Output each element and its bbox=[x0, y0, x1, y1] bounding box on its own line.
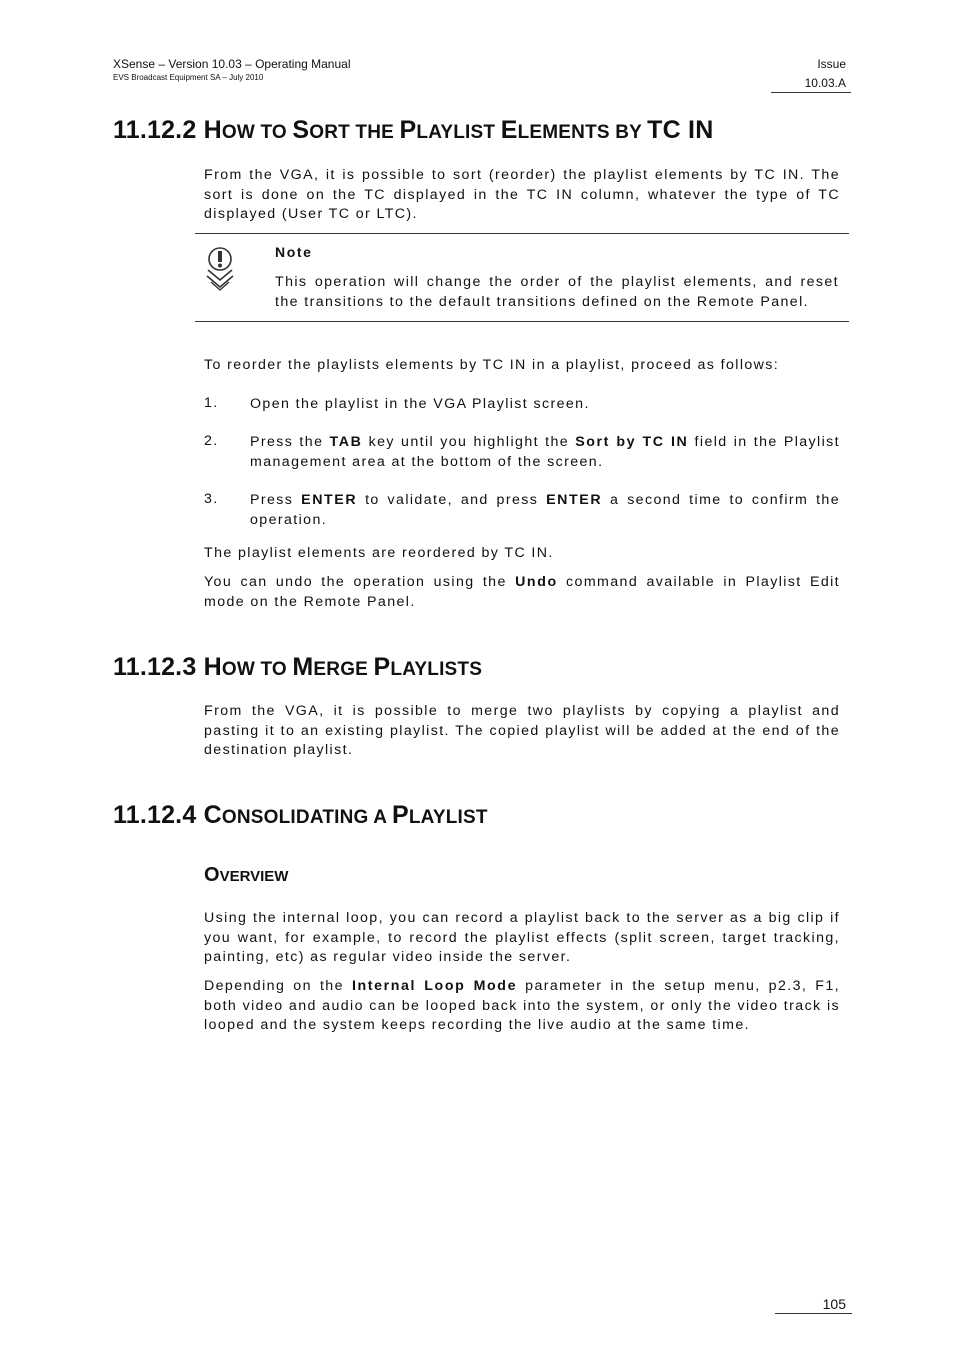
overview-paragraph-1: Using the internal loop, you can record a playlist back to the server as a big clip if you want, for example, to record the playlist effects (split screen, target tracking, painting, etc) as regular video inside the server. bbox=[204, 910, 840, 966]
sort-lead: To reorder the playlists elements by TC IN in a playlist, proceed as follows: bbox=[204, 357, 780, 373]
note-body: This operation will change the order of the playlist elements, and reset the transitions to the default transitions defined on the Remote Panel. bbox=[275, 274, 839, 310]
step-1-number: 1. bbox=[204, 395, 219, 411]
note-bottom-rule bbox=[195, 321, 849, 322]
footer-rule bbox=[775, 1313, 852, 1314]
company-date: EVS Broadcast Equipment SA – July 2010 bbox=[113, 73, 264, 82]
note-title: Note bbox=[275, 244, 313, 260]
subheading-overview: OVERVIEW bbox=[204, 864, 289, 886]
issue-label: Issue bbox=[817, 57, 846, 71]
note-top-rule bbox=[195, 233, 849, 234]
overview-paragraph-2: Depending on the Internal Loop Mode parameter in the setup menu, p2.3, F1, both video and audio can be looped back into the system, or only the video track is looped and the system keeps recording the live audio at the same time. bbox=[204, 978, 841, 1034]
manual-title: XSense – Version 10.03 – Operating Manual bbox=[113, 57, 351, 71]
sort-result: The playlist elements are reordered by TC IN. bbox=[204, 545, 554, 561]
note-icon bbox=[203, 246, 237, 292]
merge-body: From the VGA, it is possible to merge two playlists by copying a playlist and pasting it to an existing playlist. The copied playlist will be added at the end of the destination playlist. bbox=[204, 703, 840, 759]
step-3-number: 3. bbox=[204, 491, 219, 507]
section-heading-sort: 11.12.2 HOW TO SORT THE PLAYLIST ELEMENTS BY TC IN bbox=[113, 116, 714, 144]
step-2-text: Press the TAB key until you highlight the Sort by TC IN field in the Playlist management area at the bottom of the screen. bbox=[250, 434, 840, 470]
step-1-text: Open the playlist in the VGA Playlist screen. bbox=[250, 396, 590, 412]
sort-intro: From the VGA, it is possible to sort (reorder) the playlist elements by TC IN. The sort is done on the TC displayed in the TC IN column, whatever the type of TC displayed (User TC or LTC). bbox=[204, 167, 840, 223]
section-heading-consolidate: 11.12.4 CONSOLIDATING A PLAYLIST bbox=[113, 801, 488, 829]
header-rule bbox=[771, 92, 851, 93]
section-heading-merge: 11.12.3 HOW TO MERGE PLAYLISTS bbox=[113, 653, 483, 681]
step-2-number: 2. bbox=[204, 433, 219, 449]
issue-value: 10.03.A bbox=[804, 76, 846, 90]
step-3-text: Press ENTER to validate, and press ENTER a second time to confirm the operation. bbox=[250, 492, 841, 528]
page-number: 105 bbox=[822, 1296, 846, 1312]
sort-undo: You can undo the operation using the Undo command available in Playlist Edit mode on the Remote Panel. bbox=[204, 574, 841, 610]
